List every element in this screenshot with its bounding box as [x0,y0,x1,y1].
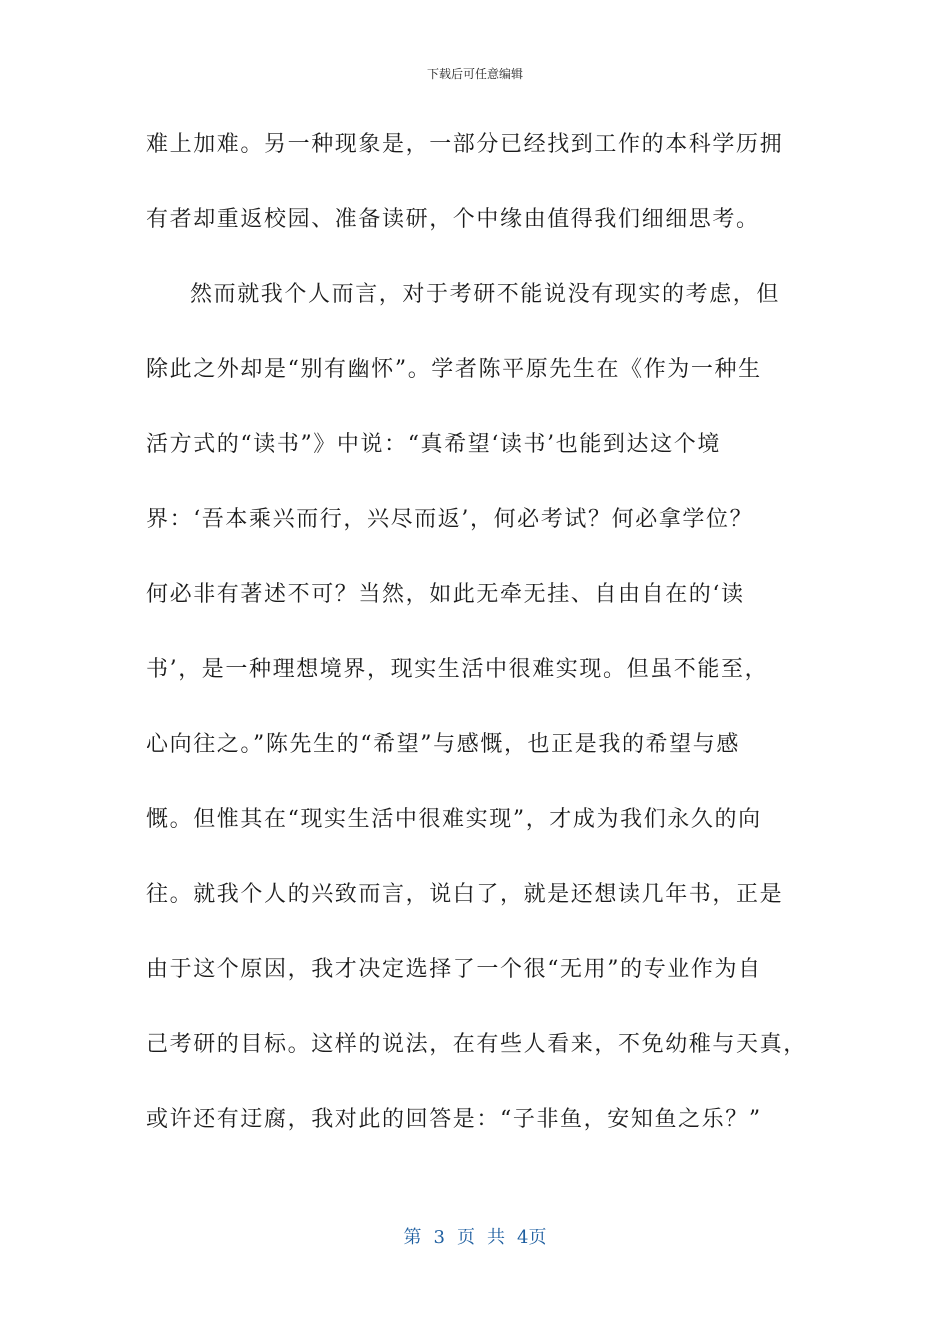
page-header: 下载后可任意编辑 [426,67,523,81]
page-footer [0,1226,950,1250]
footer-total-pages: 4页 [517,1227,547,1248]
text-line: 往。就我个人的兴致而言，说白了，就是还想读几年书，正是 [146,882,784,907]
text-line: 慨。但惟其在“现实生活中很难实现”，才成为我们永久的向 [146,807,762,832]
text-line: 书’，是一种理想境界，现实生活中很难实现。但虽不能至， [146,657,769,682]
footer-word-total: 共 [487,1227,505,1248]
footer-word-page: 第 [403,1227,422,1248]
text-line: 除此之外却是“别有幽怀”。学者陈平原先生在《作为一种生 [146,357,762,382]
text-line: 由于这个原因，我才决定选择了一个很“无用”的专业作为自 [146,957,762,982]
text-line: 有者却重返校园、准备读研，个中缘由值得我们细细思考。 [146,207,760,232]
text-line: 界：‘吾本乘兴而行，兴尽而返’，何必考试？何必拿学位？ [146,507,754,532]
text-line: 活方式的“读书”》中说：“真希望‘读书’也能到达这个境 [146,432,721,457]
paragraph-start-line: 然而就我个人而言，对于考研不能说没有现实的考虑，但 [190,282,781,307]
footer-current-page: 3 [433,1227,445,1248]
document-body [146,126,816,1176]
footer-word-page-unit: 页 [457,1227,475,1248]
text-line: 心向往之。”陈先生的“希望”与感慨，也正是我的希望与感 [146,732,740,757]
text-line: 难上加难。另一种现象是，一部分已经找到工作的本科学历拥 [146,132,784,157]
text-line: 何必非有著述不可？当然，如此无牵无挂、自由自在的‘读 [146,582,745,607]
text-line: 己考研的目标。这样的说法，在有些人看来，不免幼稚与天真， [146,1032,807,1057]
text-line: 或许还有迂腐，我对此的回答是：“子非鱼，安知鱼之乐？” [146,1107,762,1132]
